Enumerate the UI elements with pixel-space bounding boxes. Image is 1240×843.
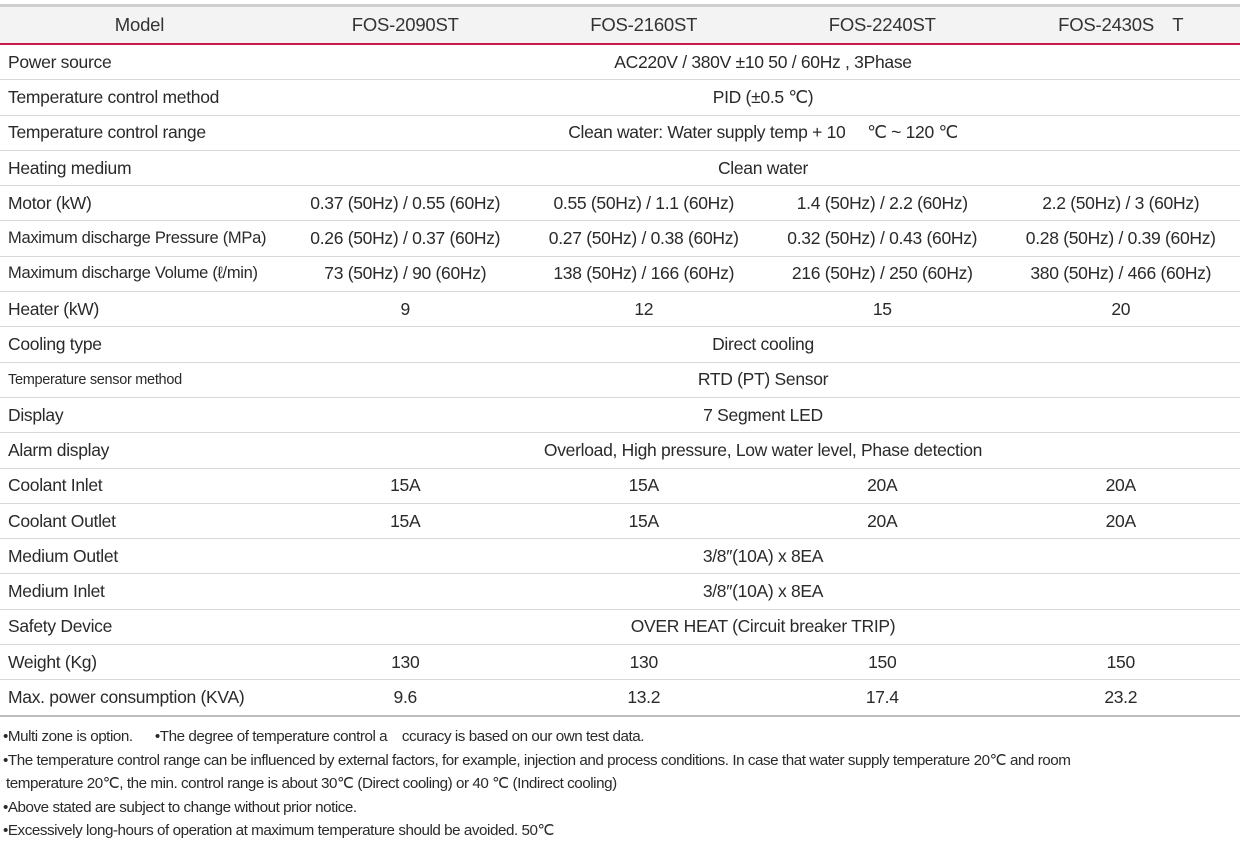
cell-value: 380 (50Hz) / 466 (60Hz) [1002,256,1240,291]
cell-value: 13.2 [525,680,764,716]
cell-value: 17.4 [763,680,1002,716]
row-heater [0,292,1240,327]
row-alarm-display [0,433,1240,468]
row-span-value: PID (±0.5 ℃) [286,80,1240,115]
cell-value: 23.2 [1002,680,1240,716]
cell-value: 138 (50Hz) / 166 (60Hz) [525,256,764,291]
cell-value: 1.4 (50Hz) / 2.2 (60Hz) [763,186,1002,221]
row-span-value: Clean water: Water supply temp + 10 ℃ ~ 120 ℃ [286,115,1240,150]
row-label: Alarm display [0,433,286,468]
cell-value: 15 [763,292,1002,327]
row-label: Medium Outlet [0,539,286,574]
row-label: Maximum discharge Volume (ℓ/min) [0,256,286,291]
row-label: Weight (Kg) [0,645,286,680]
row-label: Temperature control method [0,80,286,115]
row-label: Motor (kW) [0,186,286,221]
row-temperature-control-method [0,80,1240,115]
model-header-2: FOS-2160ST [525,6,764,45]
cell-value: 15A [525,468,764,503]
row-span-value: OVER HEAT (Circuit breaker TRIP) [286,609,1240,644]
cell-value: 73 (50Hz) / 90 (60Hz) [286,256,525,291]
cell-value: 150 [763,645,1002,680]
row-label: Temperature sensor method [0,362,286,397]
cell-value: 15A [286,503,525,538]
spec-table [0,4,1240,717]
cell-value: 20A [1002,503,1240,538]
row-temperature-control-range [0,115,1240,150]
cell-value: 20A [763,503,1002,538]
row-span-value: 7 Segment LED [286,397,1240,432]
row-label: Coolant Inlet [0,468,286,503]
cell-value: 9 [286,292,525,327]
row-span-value: 3/8″(10A) x 8EA [286,539,1240,574]
footnote: •The temperature control range can be influenced by external factors, for example, injection and process conditions. In case that water supply temperature 20℃ and room [3,749,1233,773]
cell-value: 20 [1002,292,1240,327]
row-cooling-type [0,327,1240,362]
row-max-discharge-pressure [0,221,1240,256]
row-label: Coolant Outlet [0,503,286,538]
row-label: Heater (kW) [0,292,286,327]
model-header-1: FOS-2090ST [286,6,525,45]
cell-value: 15A [286,468,525,503]
row-power-source [0,44,1240,80]
row-weight [0,645,1240,680]
row-label: Display [0,397,286,432]
model-header-label: Model [0,6,286,45]
row-max-power-consumption [0,680,1240,716]
row-span-value: AC220V / 380V ±10 50 / 60Hz , 3Phase [286,44,1240,80]
row-label: Maximum discharge Pressure (MPa) [0,221,286,256]
row-display [0,397,1240,432]
row-safety-device [0,609,1240,644]
row-span-value: RTD (PT) Sensor [286,362,1240,397]
row-label: Heating medium [0,150,286,185]
model-header-3: FOS-2240ST [763,6,1002,45]
cell-value: 2.2 (50Hz) / 3 (60Hz) [1002,186,1240,221]
row-coolant-outlet [0,503,1240,538]
cell-value: 0.32 (50Hz) / 0.43 (60Hz) [763,221,1002,256]
row-span-value: Overload, High pressure, Low water level, Phase detection [286,433,1240,468]
row-heating-medium [0,150,1240,185]
row-coolant-inlet [0,468,1240,503]
cell-value: 0.27 (50Hz) / 0.38 (60Hz) [525,221,764,256]
footnote: •Above stated are subject to change without prior notice. [3,796,1233,820]
cell-value: 0.26 (50Hz) / 0.37 (60Hz) [286,221,525,256]
footnotes [3,725,1233,843]
cell-value: 216 (50Hz) / 250 (60Hz) [763,256,1002,291]
cell-value: 12 [525,292,764,327]
row-label: Safety Device [0,609,286,644]
row-span-value: 3/8″(10A) x 8EA [286,574,1240,609]
row-span-value: Clean water [286,150,1240,185]
row-max-discharge-volume [0,256,1240,291]
row-temperature-sensor-method [0,362,1240,397]
footnote: •Excessively long-hours of operation at maximum temperature should be avoided. 50℃ [3,819,1233,843]
cell-value: 0.55 (50Hz) / 1.1 (60Hz) [525,186,764,221]
header-row [0,6,1240,45]
row-span-value: Direct cooling [286,327,1240,362]
row-label: Power source [0,44,286,80]
cell-value: 130 [286,645,525,680]
footnote-continuation: temperature 20℃, the min. control range is about 30℃ (Direct cooling) or 40 ℃ (Indirect cooling) [3,772,1233,796]
cell-value: 150 [1002,645,1240,680]
row-medium-inlet [0,574,1240,609]
cell-value: 20A [1002,468,1240,503]
row-label: Medium Inlet [0,574,286,609]
cell-value: 130 [525,645,764,680]
row-label: Temperature control range [0,115,286,150]
cell-value: 20A [763,468,1002,503]
cell-value: 9.6 [286,680,525,716]
footnote: •Multi zone is option. •The degree of temperature control a ccuracy is based on our own test data. [3,725,1233,749]
model-header-4: FOS-2430S T [1002,6,1240,45]
row-label: Max. power consumption (KVA) [0,680,286,716]
cell-value: 0.37 (50Hz) / 0.55 (60Hz) [286,186,525,221]
cell-value: 0.28 (50Hz) / 0.39 (60Hz) [1002,221,1240,256]
row-label: Cooling type [0,327,286,362]
row-motor [0,186,1240,221]
row-medium-outlet [0,539,1240,574]
cell-value: 15A [525,503,764,538]
